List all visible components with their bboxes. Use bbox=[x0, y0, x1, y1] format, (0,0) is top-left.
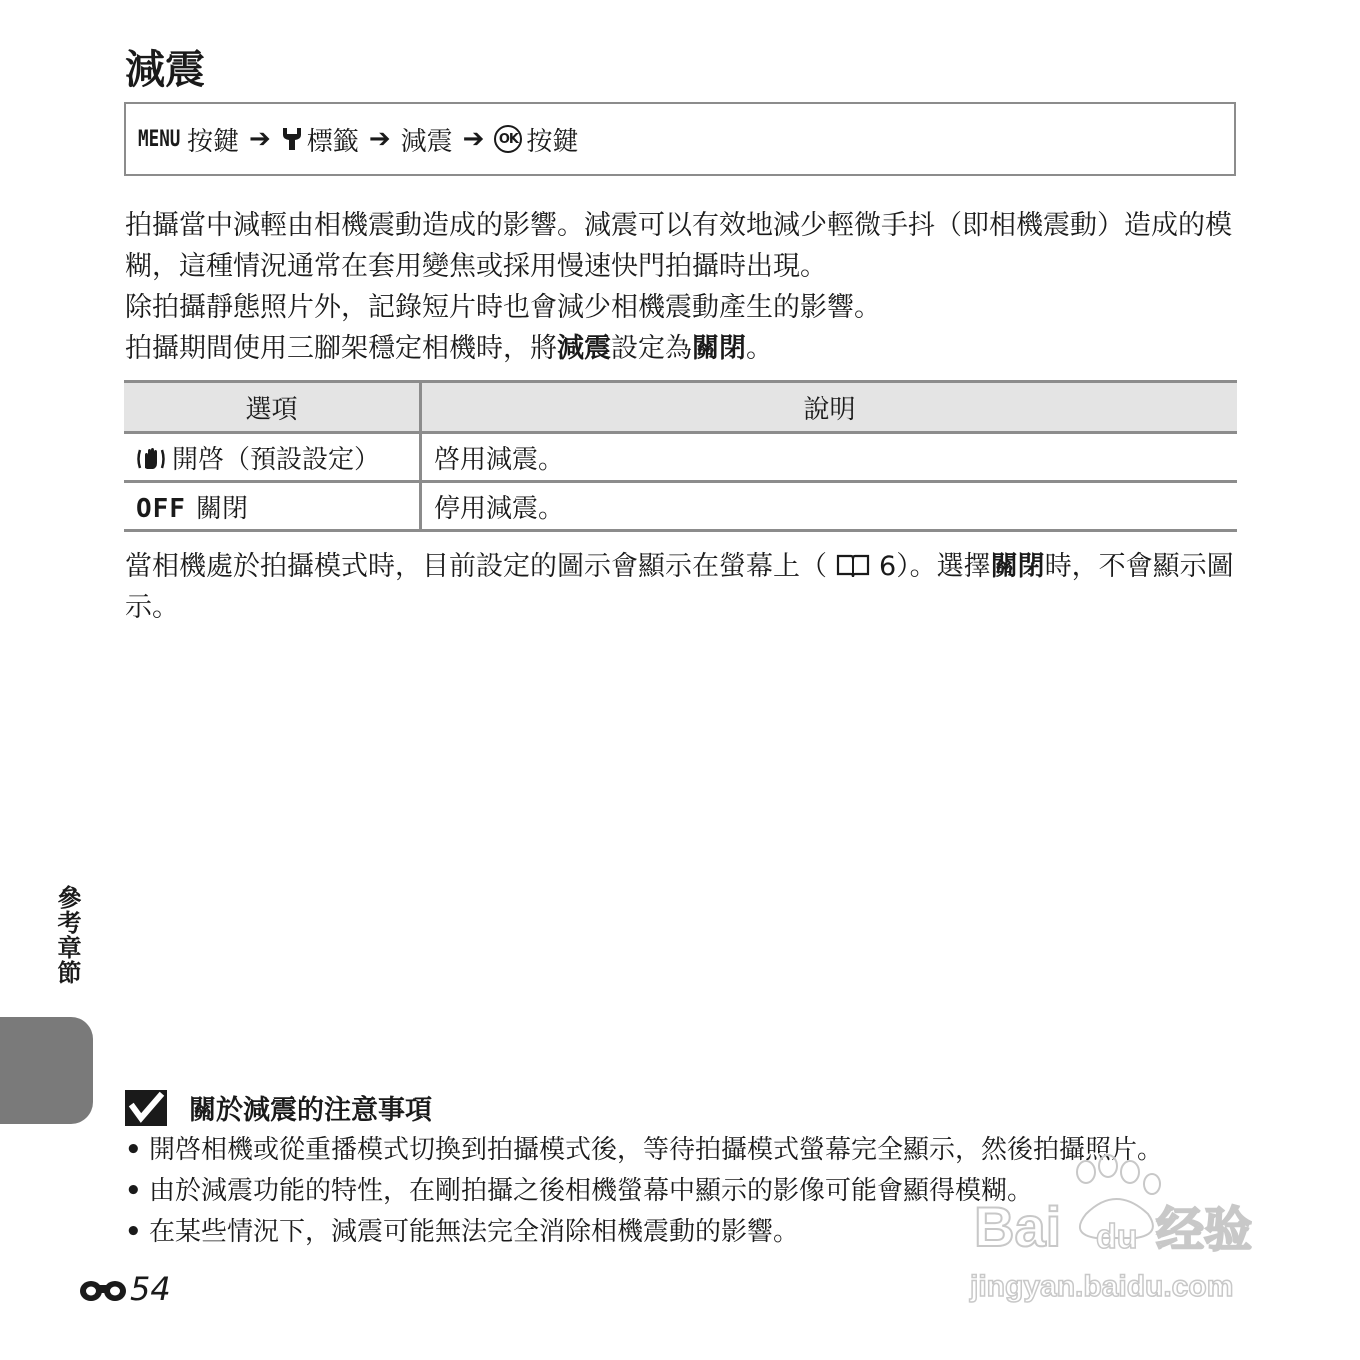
bullet: • bbox=[125, 1135, 142, 1165]
options-table bbox=[124, 380, 1237, 532]
side-section-label: 參考章節 bbox=[53, 885, 81, 985]
menu-path-segment: 減震 bbox=[400, 126, 453, 157]
off-setting-name: 關閉 bbox=[990, 551, 1045, 582]
check-icon bbox=[125, 1090, 167, 1126]
vr-on-icon bbox=[136, 446, 166, 472]
table-row bbox=[124, 433, 1237, 482]
option-label: 開啓（預設設定） bbox=[172, 444, 381, 475]
page-reference: 6 bbox=[879, 551, 897, 582]
menu-path bbox=[124, 102, 1236, 176]
after-table-paragraph bbox=[125, 546, 1245, 628]
watermark-du-text: du bbox=[1096, 1218, 1138, 1256]
reference-section-icon bbox=[78, 1274, 128, 1304]
bullet: • bbox=[125, 1176, 142, 1206]
option-cell bbox=[124, 482, 421, 531]
tripod-paragraph bbox=[125, 328, 1245, 369]
intro-paragraph: 拍攝當中減輕由相機震動造成的影響。減震可以有效地減少輕微手抖（即相機震動）造成的模糊，這種情況通常在套用變焦或採用慢速快門拍攝時出現。 bbox=[125, 210, 1232, 282]
table-row bbox=[124, 482, 1237, 531]
note-text: 由於減震功能的特性，在剛拍攝之後相機螢幕中顯示的影像可能會顯得模糊。 bbox=[149, 1176, 1034, 1206]
menu-path-segment: 按鍵 bbox=[526, 126, 579, 157]
watermark-baidu-text: Bai bbox=[974, 1195, 1062, 1258]
note-header bbox=[125, 1088, 432, 1127]
page-number-text: 54 bbox=[130, 1270, 171, 1308]
off-setting-name: 關閉 bbox=[692, 333, 746, 364]
page-number bbox=[78, 1270, 171, 1308]
watermark-url-text: jingyan.baidu.com bbox=[970, 1270, 1234, 1303]
description-cell: 啓用減震。 bbox=[421, 433, 1238, 482]
after-text: 時，不會顯示圖示。 bbox=[125, 551, 1234, 623]
bullet: • bbox=[125, 1217, 142, 1247]
table-header-row bbox=[124, 382, 1237, 433]
note-title: 關於減震的注意事項 bbox=[189, 1095, 432, 1126]
option-label: 關閉 bbox=[195, 493, 248, 524]
page-title: 減震 bbox=[125, 47, 205, 93]
arrow-icon: ➔ bbox=[462, 124, 485, 154]
tripod-text: 。 bbox=[746, 333, 773, 364]
vr-setting-name: 減震 bbox=[557, 333, 611, 364]
menu-path-segment: 按鍵 bbox=[186, 126, 239, 157]
watermark-jingyan-text: 经验 bbox=[1156, 1202, 1253, 1258]
after-text: 當相機處於拍攝模式時，目前設定的圖示會顯示在螢幕上（ bbox=[125, 551, 827, 582]
wrench-icon bbox=[281, 126, 303, 152]
ok-button-icon: OK bbox=[494, 125, 522, 153]
tripod-text: 拍攝期間使用三腳架穩定相機時，將 bbox=[125, 333, 557, 364]
baidu-watermark bbox=[966, 1150, 1286, 1310]
option-cell bbox=[124, 433, 421, 482]
note-text: 在某些情況下，減震可能無法完全消除相機震動的影響。 bbox=[149, 1217, 800, 1247]
menu-path-segment: 標籤 bbox=[306, 126, 359, 157]
menu-button-label: MENU bbox=[138, 126, 181, 152]
table-header-option: 選項 bbox=[124, 382, 421, 433]
table-header-description: 說明 bbox=[421, 382, 1238, 433]
intro-text bbox=[125, 205, 1245, 369]
off-icon: OFF bbox=[136, 493, 186, 524]
book-icon bbox=[835, 553, 871, 579]
description-cell: 停用減震。 bbox=[421, 482, 1238, 531]
note-text: 開啓相機或從重播模式切換到拍攝模式後，等待拍攝模式螢幕完全顯示，然後拍攝照片。 bbox=[149, 1135, 1164, 1165]
arrow-icon: ➔ bbox=[249, 124, 271, 154]
arrow-icon: ➔ bbox=[368, 124, 391, 154]
tripod-text: 設定為 bbox=[611, 333, 692, 364]
after-text: ）。選擇 bbox=[896, 551, 991, 582]
section-tab-marker bbox=[0, 1017, 93, 1124]
intro-paragraph: 除拍攝靜態照片外，記錄短片時也會減少相機震動產生的影響。 bbox=[125, 292, 881, 323]
